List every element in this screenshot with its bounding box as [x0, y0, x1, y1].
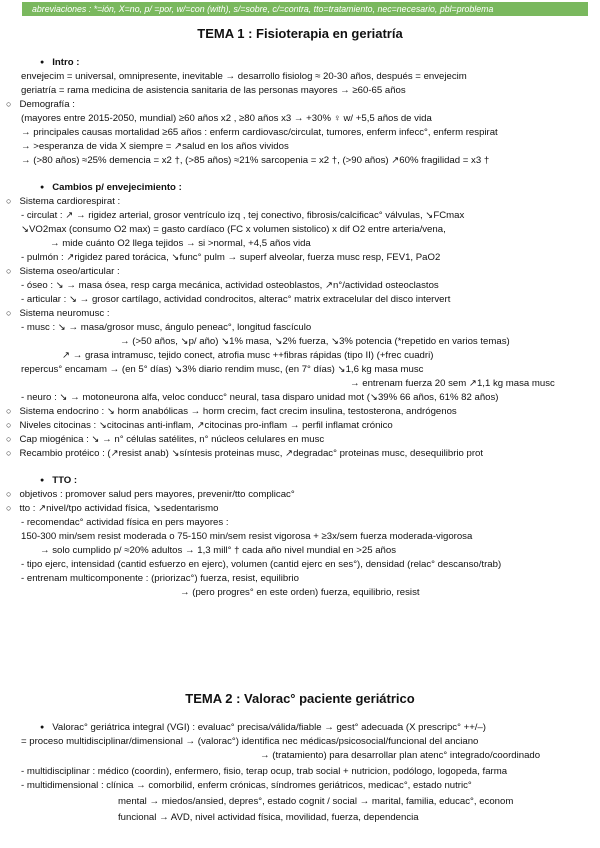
endocrino-line: ○ Sistema endocrino : ↘ horm anabólicas → horm crecim, fact crecim insulina, testosterona, andrógenos	[6, 406, 457, 419]
multidim-line-1: - multidimensional : clínica → comorbilid, enferm crónicas, síndromes geriátricos, medicac°, estado nutric°	[21, 780, 472, 791]
recom-line-2: 150-300 min/sem resist moderada o 75-150 min/sem resist vigorosa + ≥3x/sem fuerza moderada-vigorosa	[21, 531, 473, 542]
sist-oseo: ○ Sistema oseo/articular :	[6, 266, 120, 279]
entrenam-line-2: → (pero progres° en este orden) fuerza, equilibrio, resist	[180, 587, 420, 598]
circulat-line-2: ↘VO2max (consumo O2 max) = gasto cardíaco (FC x volumen sistolico) x dif O2 entre arteria/vena,	[21, 224, 446, 235]
tema1-title: TEMA 1 : Fisioterapia en geriatría	[197, 26, 403, 41]
recom-line-1: - recomendac° actividad física en pers mayores :	[21, 517, 229, 528]
demo-line-1: (mayores entre 2015-2050, mundial) ≥60 años x2 , ≥80 años x3 → +30% ♀ w/ +5,5 años de vida	[21, 113, 432, 124]
demo-line-4: → (>80 años) ≈25% demencia = x2 †, (>85 años) ≈21% sarcopenia = x2 †, (>90 años) ↗60% fragilidad = x3 †	[21, 155, 490, 166]
multidim-line-3: funcional → AVD, nivel actividad física, movilidad, fuerza, dependencia	[118, 812, 419, 823]
vgi-line-2: = proceso multidisciplinar/dimensional → (valorac°) identifica nec médicas/psicosocial/funcional del anciano	[21, 736, 479, 747]
tipo-ejerc-line: - tipo ejerc, intensidad (cantid esfuerzo en ejerc), volumen (cantid ejerc en ses°), densidad (relac° descanso/trab)	[21, 559, 502, 570]
demo-line-3: → >esperanza de vida X siempre = ↗salud en los años vividos	[21, 141, 289, 152]
entrenam-line-1: - entrenam multicomponente : (priorizac°) fuerza, resist, equilibrio	[21, 573, 299, 584]
miogenica-line: ○ Cap miogénica : ↘ → n° células satélites, n° núcleos celulares en musc	[6, 434, 324, 447]
citocinas-line: ○ Niveles citocinas : ↘citocinas anti-inflam, ↗citocinas pro-inflam → perfil inflamat crónico	[6, 420, 393, 433]
neuro-line: - neuro : ↘ → motoneurona alfa, veloc conducc° neural, tasa disparo unidad mot (↘39% 66 años, 61% 82 años)	[21, 392, 499, 403]
demo-line-2: → principales causas mortalidad ≥65 años : enferm cardiovasc/circulat, tumores, enferm infecc°, enferm respirat	[21, 127, 498, 138]
tema2-title: TEMA 2 : Valorac° paciente geriátrico	[185, 691, 415, 706]
multidim-line-2: mental → miedos/ansied, depres°, estado cognit / social → marital, familia, educac°, econom	[118, 796, 514, 807]
musc-line-5: → entrenam fuerza 20 sem ↗1,1 kg masa musc	[350, 378, 555, 389]
intro-line-2: geriatría = rama medicina de asistencia sanitaria de las personas mayores → ≥60-65 años	[21, 85, 406, 96]
intro-heading: ● Intro :	[40, 57, 79, 70]
vgi-line-1: ● Valorac° geriátrica integral (VGI) : evaluac° precisa/válida/fiable → gest° adecuada (X prescripc° ++/–)	[40, 722, 486, 735]
sist-neuro: ○ Sistema neuromusc :	[6, 308, 110, 321]
musc-line-3: ↗ → grasa intramusc, tejido conect, atrofia musc ++fibras rápidas (tipo II) (+frec cuadri)	[62, 350, 434, 361]
circulat-line-1: - circulat : ↗ → rigidez arterial, grosor ventrículo izq , tej conectivo, fibrosis/calcificac° válvulas, ↘FCmax	[21, 210, 465, 221]
circulat-line-3: → mide cuánto O2 llega tejidos → si >normal, +4,5 años vida	[50, 238, 311, 249]
musc-line-1: - musc : ↘ → masa/grosor musc, ángulo peneac°, longitud fascículo	[21, 322, 312, 333]
articular-line: - articular : ↘ → grosor cartílago, actividad condrocitos, alterac° matrix extracelular del disco intervert	[21, 294, 451, 305]
pulmon-line: - pulmón : ↗rigidez pared torácica, ↘func° pulm → superf alveolar, fuerza musc resp, FEV1, PaO2	[21, 252, 441, 263]
proteico-line: ○ Recambio protéico : (↗resist anab) ↘síntesis proteinas musc, ↗degradac° proteinas musc, desequilibrio prot	[6, 448, 483, 461]
musc-line-4: repercus° encamam → (en 5° días) ↘3% diario rendim musc, (en 7° días) ↘1,6 kg masa musc	[21, 364, 424, 375]
intro-line-1: envejecim = universal, omnipresente, inevitable → desarrollo fisiolog ≈ 20-30 años, después = envejecim	[21, 71, 467, 82]
multidisc-line: - multidisciplinar : médico (coordin), enfermero, fisio, terap ocup, trab social + nutricion, podólogo, logopeda, farma	[21, 766, 508, 777]
demo-heading: ○ Demografía :	[6, 99, 75, 112]
tto-heading: ● TTO :	[40, 475, 77, 488]
tto-line: ○ tto : ↗nivel/tpo actividad física, ↘sedentarismo	[6, 503, 218, 516]
sist-cardio: ○ Sistema cardiorespirat :	[6, 196, 120, 209]
objetivos-line: ○ objetivos : promover salud pers mayores, prevenir/tto complicac°	[6, 489, 295, 502]
abbreviations-banner: abreviaciones : *=ión, X=no, p/ =por, w/=con (with), s/=sobre, c/=contra, tto=tratamiento, nec=necesario, pbl=problema	[22, 2, 588, 16]
cambios-heading: ● Cambios p/ envejecimiento :	[40, 182, 182, 195]
musc-line-2: → (>50 años, ↘p/ año) ↘1% masa, ↘2% fuerza, ↘3% potencia (*repetido en varios temas)	[120, 336, 510, 347]
oseo-line: - óseo : ↘ → masa ósea, resp carga mecánica, actividad osteoblastos, ↗n°/actividad osteoclastos	[21, 280, 439, 291]
vgi-line-3: → (tratamiento) para desarrollar plan atenc° integrado/coordinado	[260, 750, 541, 761]
recom-line-3: → solo cumplido p/ ≈20% adultos → 1,3 mill° † cada año nivel mundial en >25 años	[40, 545, 397, 556]
